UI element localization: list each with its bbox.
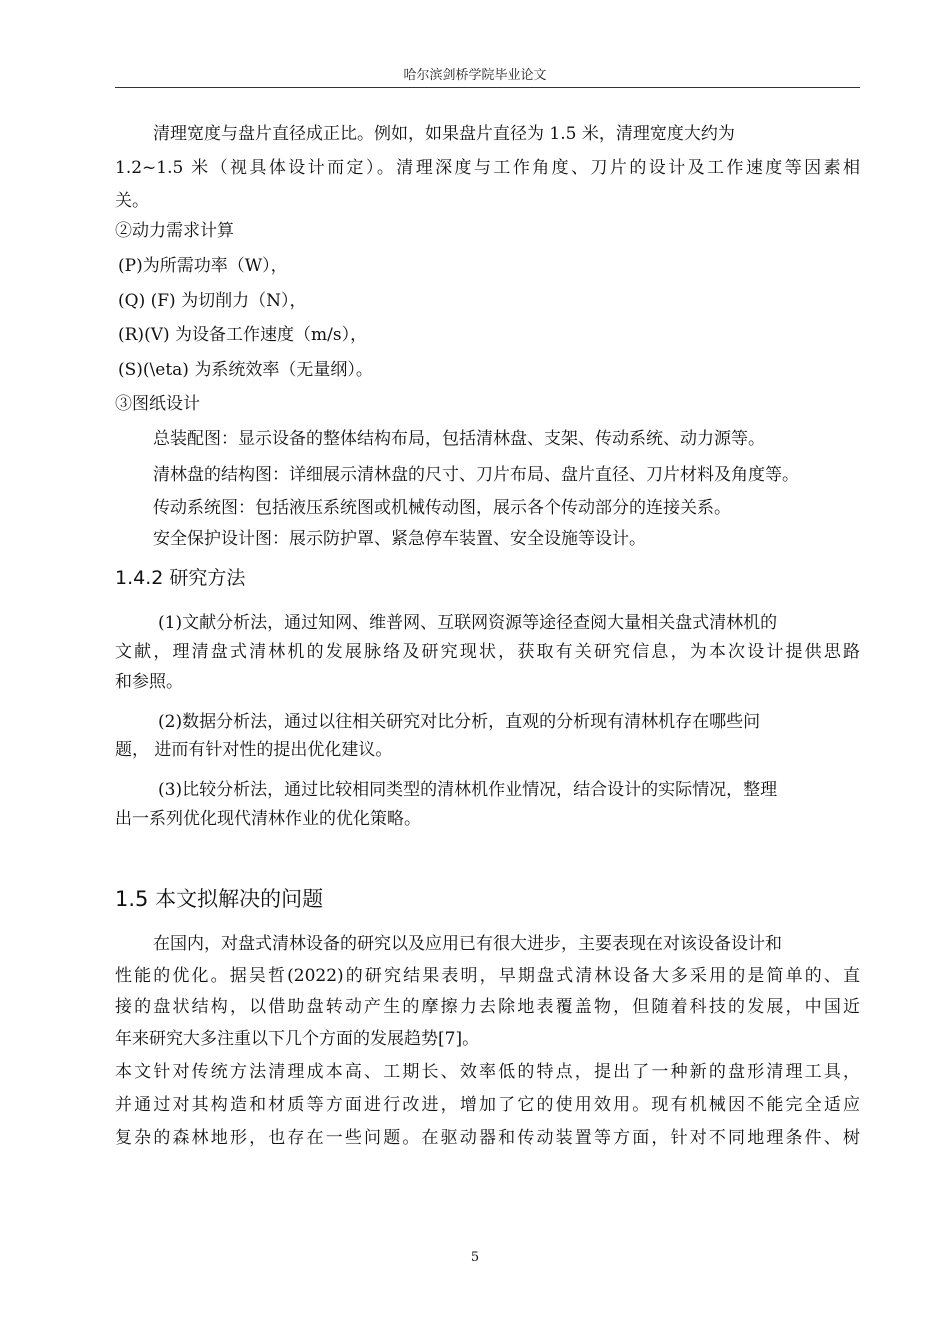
text-line-p1d: 年来研究大多注重以下几个方面的发展趋势[7]。 [115, 1029, 480, 1049]
formula-var-v: (R)(V) 为设备工作速度（m/s）， [118, 325, 368, 345]
header-rule [115, 87, 860, 88]
running-header: 哈尔滨剑桥学院毕业论文 [403, 68, 547, 83]
text-line-method-1b: 文献，理清盘式清林机的发展脉络及研究现状，获取有关研究信息，为本次设计提供思路 [115, 642, 860, 662]
formula-var-p: (P)为所需功率（W）， [118, 256, 288, 276]
page-number: 5 [470, 1250, 480, 1265]
section-heading-1-5: 1.5 本文拟解决的问题 [115, 887, 324, 911]
section-heading-1-4-2: 1.4.2 研究方法 [115, 567, 246, 589]
formula-var-f: (Q) (F) 为切削力（N）， [118, 291, 307, 311]
text-line-transmission: 传动系统图：包括液压系统图或机械传动图，展示各个传动部分的连接关系。 [153, 498, 731, 518]
text-line-p1c: 接的盘状结构，以借助盘转动产生的摩擦力去除地表覆盖物，但随着科技的发展，中国近 [115, 997, 860, 1017]
formula-var-eta: (S)(\eta) 为系统效率（无量纲）。 [118, 360, 373, 380]
text-line-assembly: 总装配图：显示设备的整体结构布局，包括清林盘、支架、传动系统、动力源等。 [153, 429, 765, 449]
text-line-disc: 清林盘的结构图：详细展示清林盘的尺寸、刀片布局、盘片直径、刀片材料及角度等。 [153, 465, 799, 485]
text-line-p2b: 并通过对其构造和材质等方面进行改进，增加了它的使用效用。现有机械因不能完全适应 [115, 1095, 860, 1115]
text-line-method-1c: 和参照。 [115, 672, 183, 692]
subheading-power: ②动力需求计算 [115, 221, 234, 241]
text-line-method-2a: (2)数据分析法，通过以往相关研究对比分析，直观的分析现有清林机存在哪些问 [158, 712, 761, 732]
text-line-3: 关。 [115, 191, 149, 211]
text-line-method-3b: 出一系列优化现代清林作业的优化策略。 [115, 809, 421, 829]
text-line-p2c: 复杂的森林地形，也存在一些问题。在驱动器和传动装置等方面，针对不同地理条件、树 [115, 1128, 860, 1148]
text-line-2: 1.2~1.5 米（视具体设计而定）。清理深度与工作角度、刀片的设计及工作速度等因素相 [115, 158, 860, 178]
text-line-method-1a: (1)文献分析法，通过知网、维普网、互联网资源等途径查阅大量相关盘式清林机的 [158, 613, 778, 633]
subheading-drawings: ③图纸设计 [115, 394, 200, 414]
text-line-p1b: 性能的优化。据吴哲(2022)的研究结果表明，早期盘式清林设备大多采用的是简单的、直 [115, 966, 860, 986]
text-line-method-3a: (3)比较分析法，通过比较相同类型的清林机作业情况，结合设计的实际情况，整理 [158, 780, 778, 800]
text-line-p2a: 本文针对传统方法清理成本高、工期长、效率低的特点，提出了一种新的盘形清理工具， [115, 1062, 860, 1082]
text-line-1: 清理宽度与盘片直径成正比。例如，如果盘片直径为 1.5 米，清理宽度大约为 [153, 124, 735, 144]
text-line-safety: 安全保护设计图：展示防护罩、紧急停车装置、安全设施等设计。 [153, 529, 646, 549]
text-line-p1a: 在国内，对盘式清林设备的研究以及应用已有很大进步，主要表现在对该设备设计和 [153, 934, 782, 954]
text-line-method-2b: 题， 进而有针对性的提出优化建议。 [115, 740, 393, 760]
